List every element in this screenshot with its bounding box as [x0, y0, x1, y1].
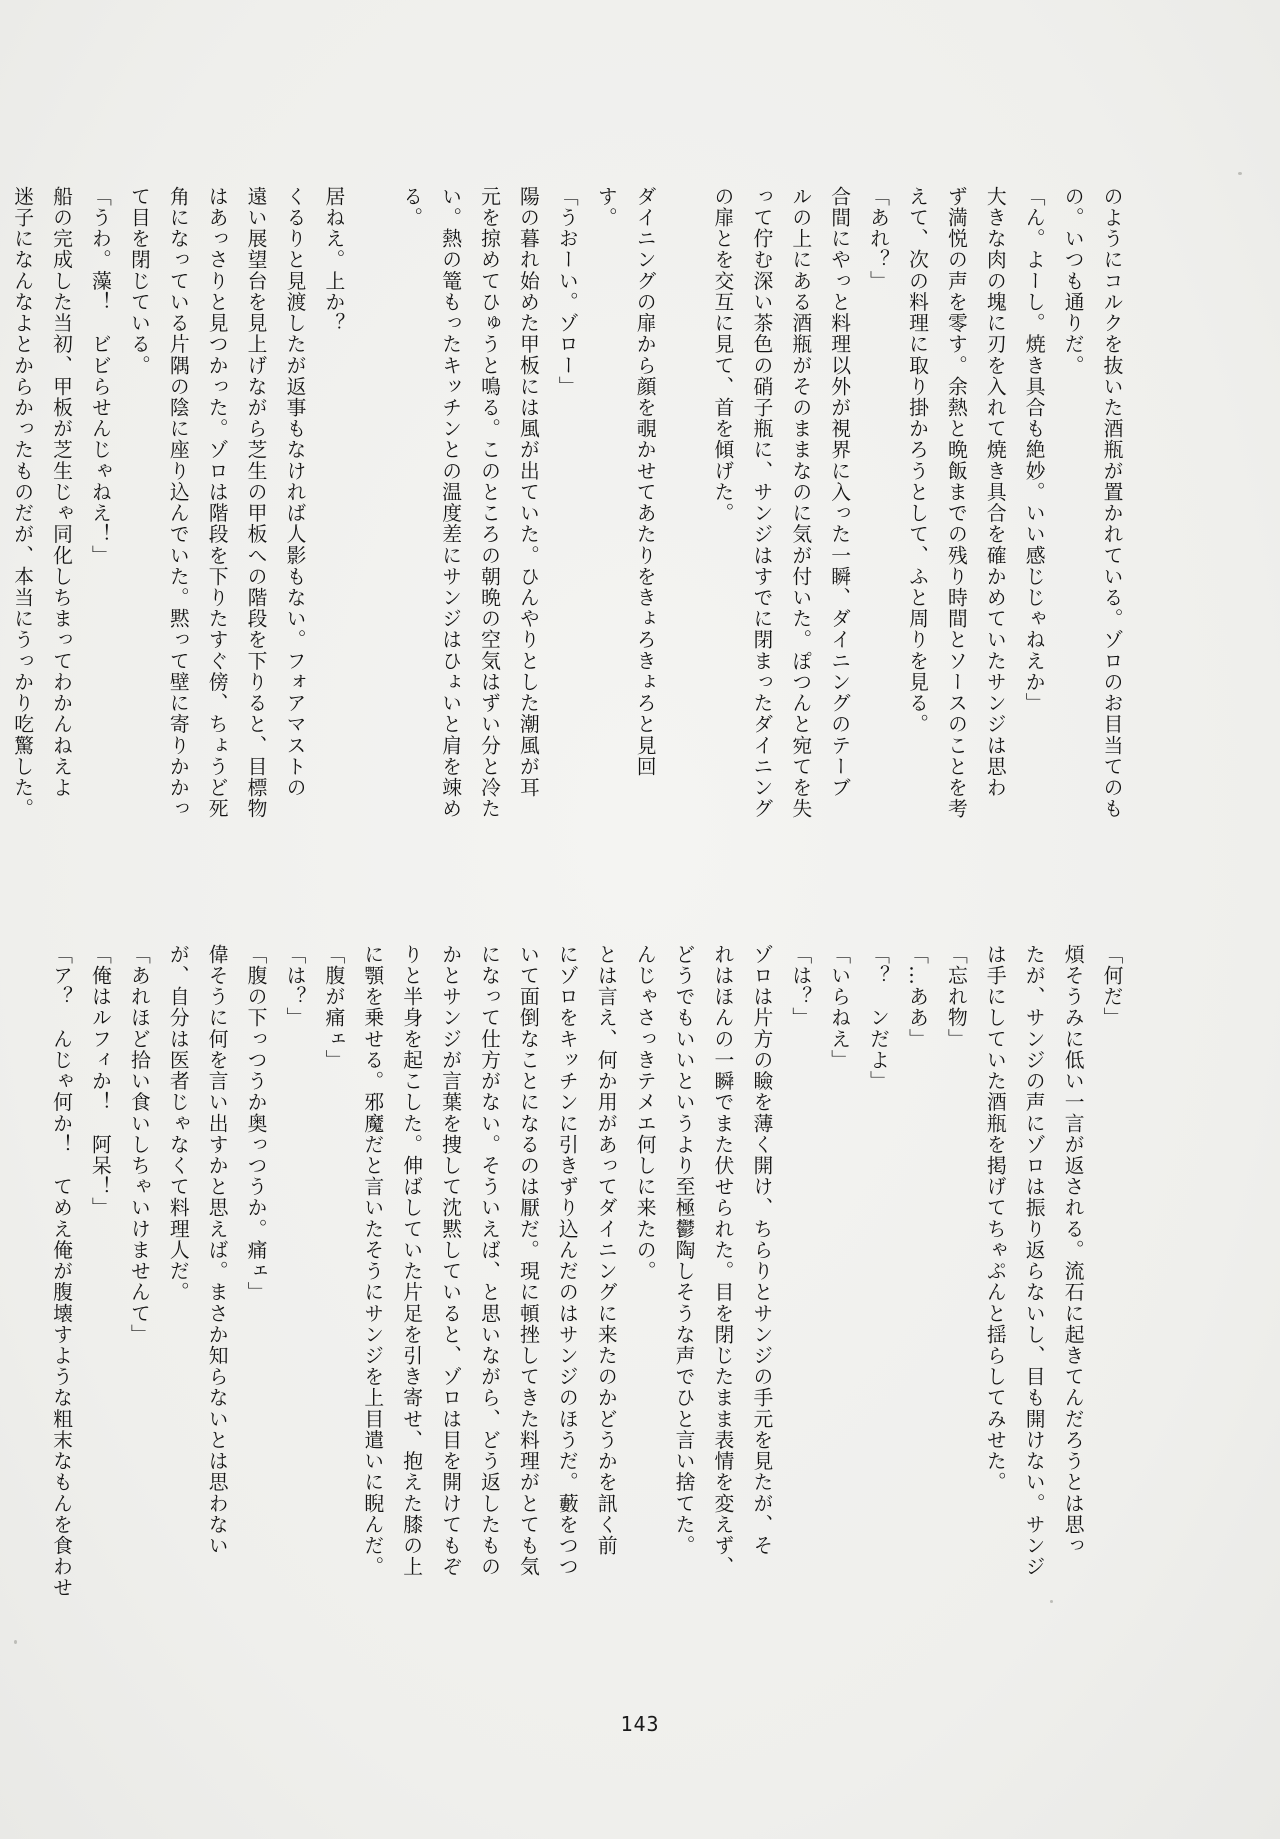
text-line: 「忘れ物」: [944, 944, 968, 1050]
text-line: 「ん。よーし。焼き具合も絶妙。いい感じじゃねえか」: [1022, 186, 1046, 714]
text-line: れはほんの一瞬でまた伏せられた。目を閉じたまま表情を変えず、: [710, 944, 734, 1578]
text-line: 角になっている片隅の陰に座り込んでいた。黙って壁に寄りかかっ: [166, 186, 190, 820]
text-line: 「は？」: [282, 944, 306, 1029]
text-line: たが、サンジの声にゾロは振り返らないし、目も開けない。サンジ: [1022, 944, 1046, 1578]
text-line: 偉そうに何を言い出すかと思えば。まさか知らないとは思わない: [205, 944, 229, 1557]
text-line: ず満悦の声を零す。余熱と晩飯までの残り時間とソースのことを考: [944, 186, 968, 820]
text-line: 「いらねえ」: [827, 944, 851, 1071]
page-number: 143: [620, 1712, 660, 1736]
text-line: 「ア？ んじゃ何か！ てめえ俺が腹壊すような粗末なもんを食わせ: [49, 944, 73, 1599]
text-line: 「うわ。藻！ ビビらせんじゃねえ！」: [88, 186, 112, 566]
text-line: 「俺はルフィか！ 阿呆！」: [88, 944, 112, 1219]
text-line: 大きな肉の塊に刃を入れて焼き具合を確かめていたサンジは思わ: [983, 186, 1007, 799]
text-line: 船の完成した当初、甲板が芝生じゃ同化しちまってわかんねえよ: [49, 186, 73, 799]
text-line: る。: [399, 186, 423, 229]
text-line: くるりと見渡したが返事もなければ人影もない。フォアマストの: [282, 186, 306, 799]
text-line: 「腹の下っつうか奥っつうか。痛ェ」: [244, 944, 268, 1303]
text-line: どうでもいいというより至極鬱陶しそうな声でひと言い捨てた。: [672, 944, 696, 1557]
upper-text-column: [10, 186, 1130, 886]
text-line: に顎を乗せる。邪魔だと言いたそうにサンジを上目遣いに睨んだ。: [360, 944, 384, 1578]
lower-text-column: [49, 944, 1130, 1644]
text-line: 遠い展望台を見上げながら芝生の甲板への階段を下りると、目標物: [244, 186, 268, 820]
text-line: 「は？」: [788, 944, 812, 1029]
text-line: ルの上にある酒瓶がそのままなのに気が付いた。ぽつんと宛てを失: [788, 186, 812, 820]
text-line: 陽の暮れ始めた甲板には風が出ていた。ひんやりとした潮風が耳: [516, 186, 540, 799]
text-line: て目を閉じている。: [127, 186, 151, 376]
text-line: って佇む深い茶色の硝子瓶に、サンジはすでに閉まったダイニング: [749, 186, 773, 820]
text-line: になって仕方がない。そういえば、と思いながら、どう返したもの: [477, 944, 501, 1578]
text-line: いて面倒なことになるのは厭だ。現に頓挫してきた料理がとても気: [516, 944, 540, 1578]
text-line: とは言え、何か用があってダイニングに来たのかどうかを訊く前: [594, 944, 618, 1557]
text-line: 「あれ？」: [866, 186, 890, 292]
text-line: 煩そうみに低い一言が返される。流石に起きてんだろうとは思っ: [1061, 944, 1085, 1557]
text-line: 「？ ンだよ」: [866, 944, 890, 1092]
text-line: ゾロは片方の瞼を薄く開け、ちらりとサンジの手元を見たが、そ: [749, 944, 773, 1557]
text-line: 合間にやっと料理以外が視界に入った一瞬、ダイニングのテーブ: [827, 186, 851, 799]
text-line: のようにコルクを抜いた酒瓶が置かれている。ゾロのお目当てのも: [1100, 186, 1123, 820]
text-line: [663, 186, 702, 886]
paper-speck: [14, 1640, 17, 1644]
text-line: 「腹が痛ェ」: [321, 944, 345, 1071]
text-line: ダイニングの扉から顔を覗かせてあたりをきょろきょろと見回: [633, 186, 657, 778]
text-line: 「うおーい。ゾロー」: [555, 186, 579, 398]
text-line: えて、次の料理に取り掛かろうとして、ふと周りを見る。: [905, 186, 929, 735]
text-line: んじゃさっきテメエ何しに来たの。: [633, 944, 657, 1282]
text-line: が、自分は医者じゃなくて料理人だ。: [166, 944, 190, 1303]
text-line: 迷子になんなよとからかったものだが、本当にうっかり吃驚した。: [10, 186, 34, 820]
text-line: にゾロをキッチンに引きずり込んだのはサンジのほうだ。藪をつつ: [555, 944, 579, 1578]
text-line: い。熱の篭もったキッチンとの温度差にサンジはひょいと肩を竦め: [438, 186, 462, 820]
text-line: [352, 186, 391, 886]
paper-speck: [1238, 172, 1242, 175]
text-line: はあっさりと見つかった。ゾロは階段を下りたすぐ傍、ちょうど死: [205, 186, 229, 820]
text-line: 「何だ」: [1100, 944, 1123, 1029]
text-line: りと半身を起こした。伸ばしていた片足を引き寄せ、抱えた膝の上: [399, 944, 423, 1578]
paper-speck: [1050, 1600, 1053, 1603]
text-line: す。: [594, 186, 618, 229]
text-line: 「…ああ」: [905, 944, 929, 1050]
text-line: かとサンジが言葉を捜して沈黙していると、ゾロは目を開けてもぞ: [438, 944, 462, 1578]
text-line: 元を掠めてひゅうと鳴る。このところの朝晩の空気はずい分と冷た: [477, 186, 501, 820]
text-line: の。いつも通りだ。: [1061, 186, 1085, 376]
text-line: の扉とを交互に見て、首を傾げた。: [710, 186, 734, 524]
text-line: は手にしていた酒瓶を掲げてちゃぷんと揺らしてみせた。: [983, 944, 1007, 1493]
text-line: 居ねえ。上か？: [321, 186, 345, 334]
text-line: 「あれほど拾い食いしちゃいけませんて」: [127, 944, 151, 1346]
